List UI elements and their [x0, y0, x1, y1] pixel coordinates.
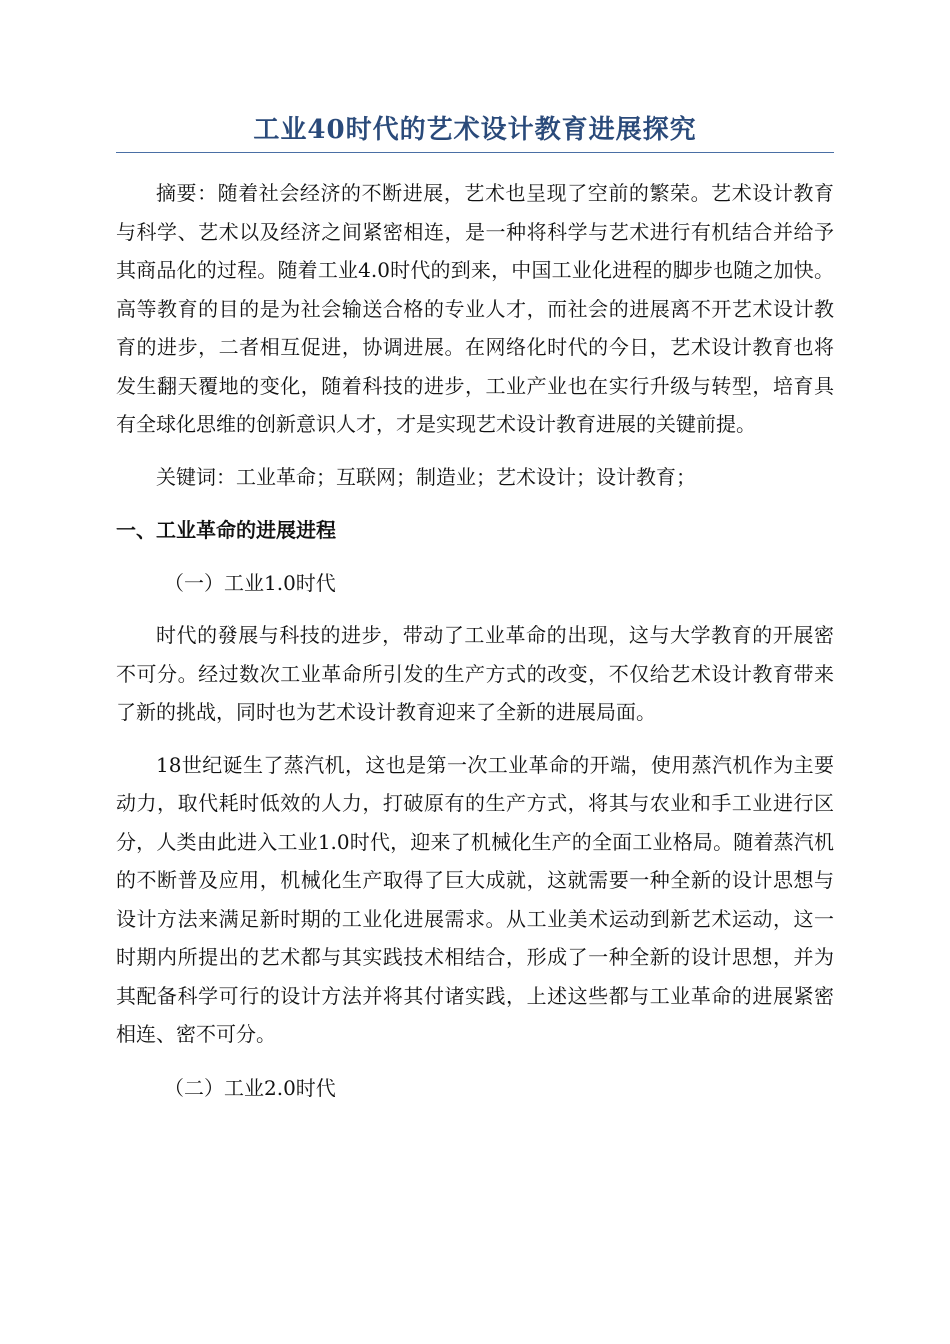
document-title: 工业40时代的艺术设计教育进展探究 [116, 112, 834, 153]
abstract-paragraph: 摘要：随着社会经济的不断进展，艺术也呈现了空前的繁荣。艺术设计教育与科学、艺术以及经济之间紧密相连，是一种将科学与艺术进行有机结合并给予其商品化的过程。随着工业4.0时代的到来，中国工业化进程的脚步也随之加快。高等教育的目的是为社会输送合格的专业人才，而社会的进展离不开艺术设计教育的进步，二者相互促进，协调进展。在网络化时代的今日，艺术设计教育也将发生翻天覆地的变化，随着科技的进步，工业产业也在实行升级与转型，培育具有全球化思维的创新意识人才，才是实现艺术设计教育进展的关键前提。 [116, 181, 834, 436]
body-paragraph-1: 时代的發展与科技的进步，带动了工业革命的出现，这与大学教育的开展密不可分。经过数次工业革命所引发的生产方式的改变，不仅给艺术设计教育带来了新的挑战，同时也为艺术设计教育迎来了全新的进展局面。 [116, 623, 834, 724]
body-paragraph-2: 18世纪诞生了蒸汽机，这也是第一次工业革命的开端，使用蒸汽机作为主要动力，取代耗时低效的人力，打破原有的生产方式，将其与农业和手工业进行区分，人类由此进入工业1.0时代，迎来了机械化生产的全面工业格局。随着蒸汽机的不断普及应用，机械化生产取得了巨大成就，这就需要一种全新的设计思想与设计方法来满足新时期的工业化进展需求。从工业美术运动到新艺术运动，这一时期内所提出的艺术都与其实践技术相结合，形成了一种全新的设计思想，并为其配备科学可行的设计方法并将其付诸实践，上述这些都与工业革命的进展紧密相连、密不可分。 [116, 752, 834, 1046]
document-page [116, 112, 834, 1107]
subsection-heading-1: （一）工业1.0时代 [164, 571, 336, 595]
subsection-heading-2: （二）工业2.0时代 [164, 1075, 336, 1100]
keywords-line: 关键词：工业革命；互联网；制造业；艺术设计；设计教育； [156, 464, 696, 489]
section-heading-1: 一、工业革命的进展进程 [116, 518, 336, 542]
